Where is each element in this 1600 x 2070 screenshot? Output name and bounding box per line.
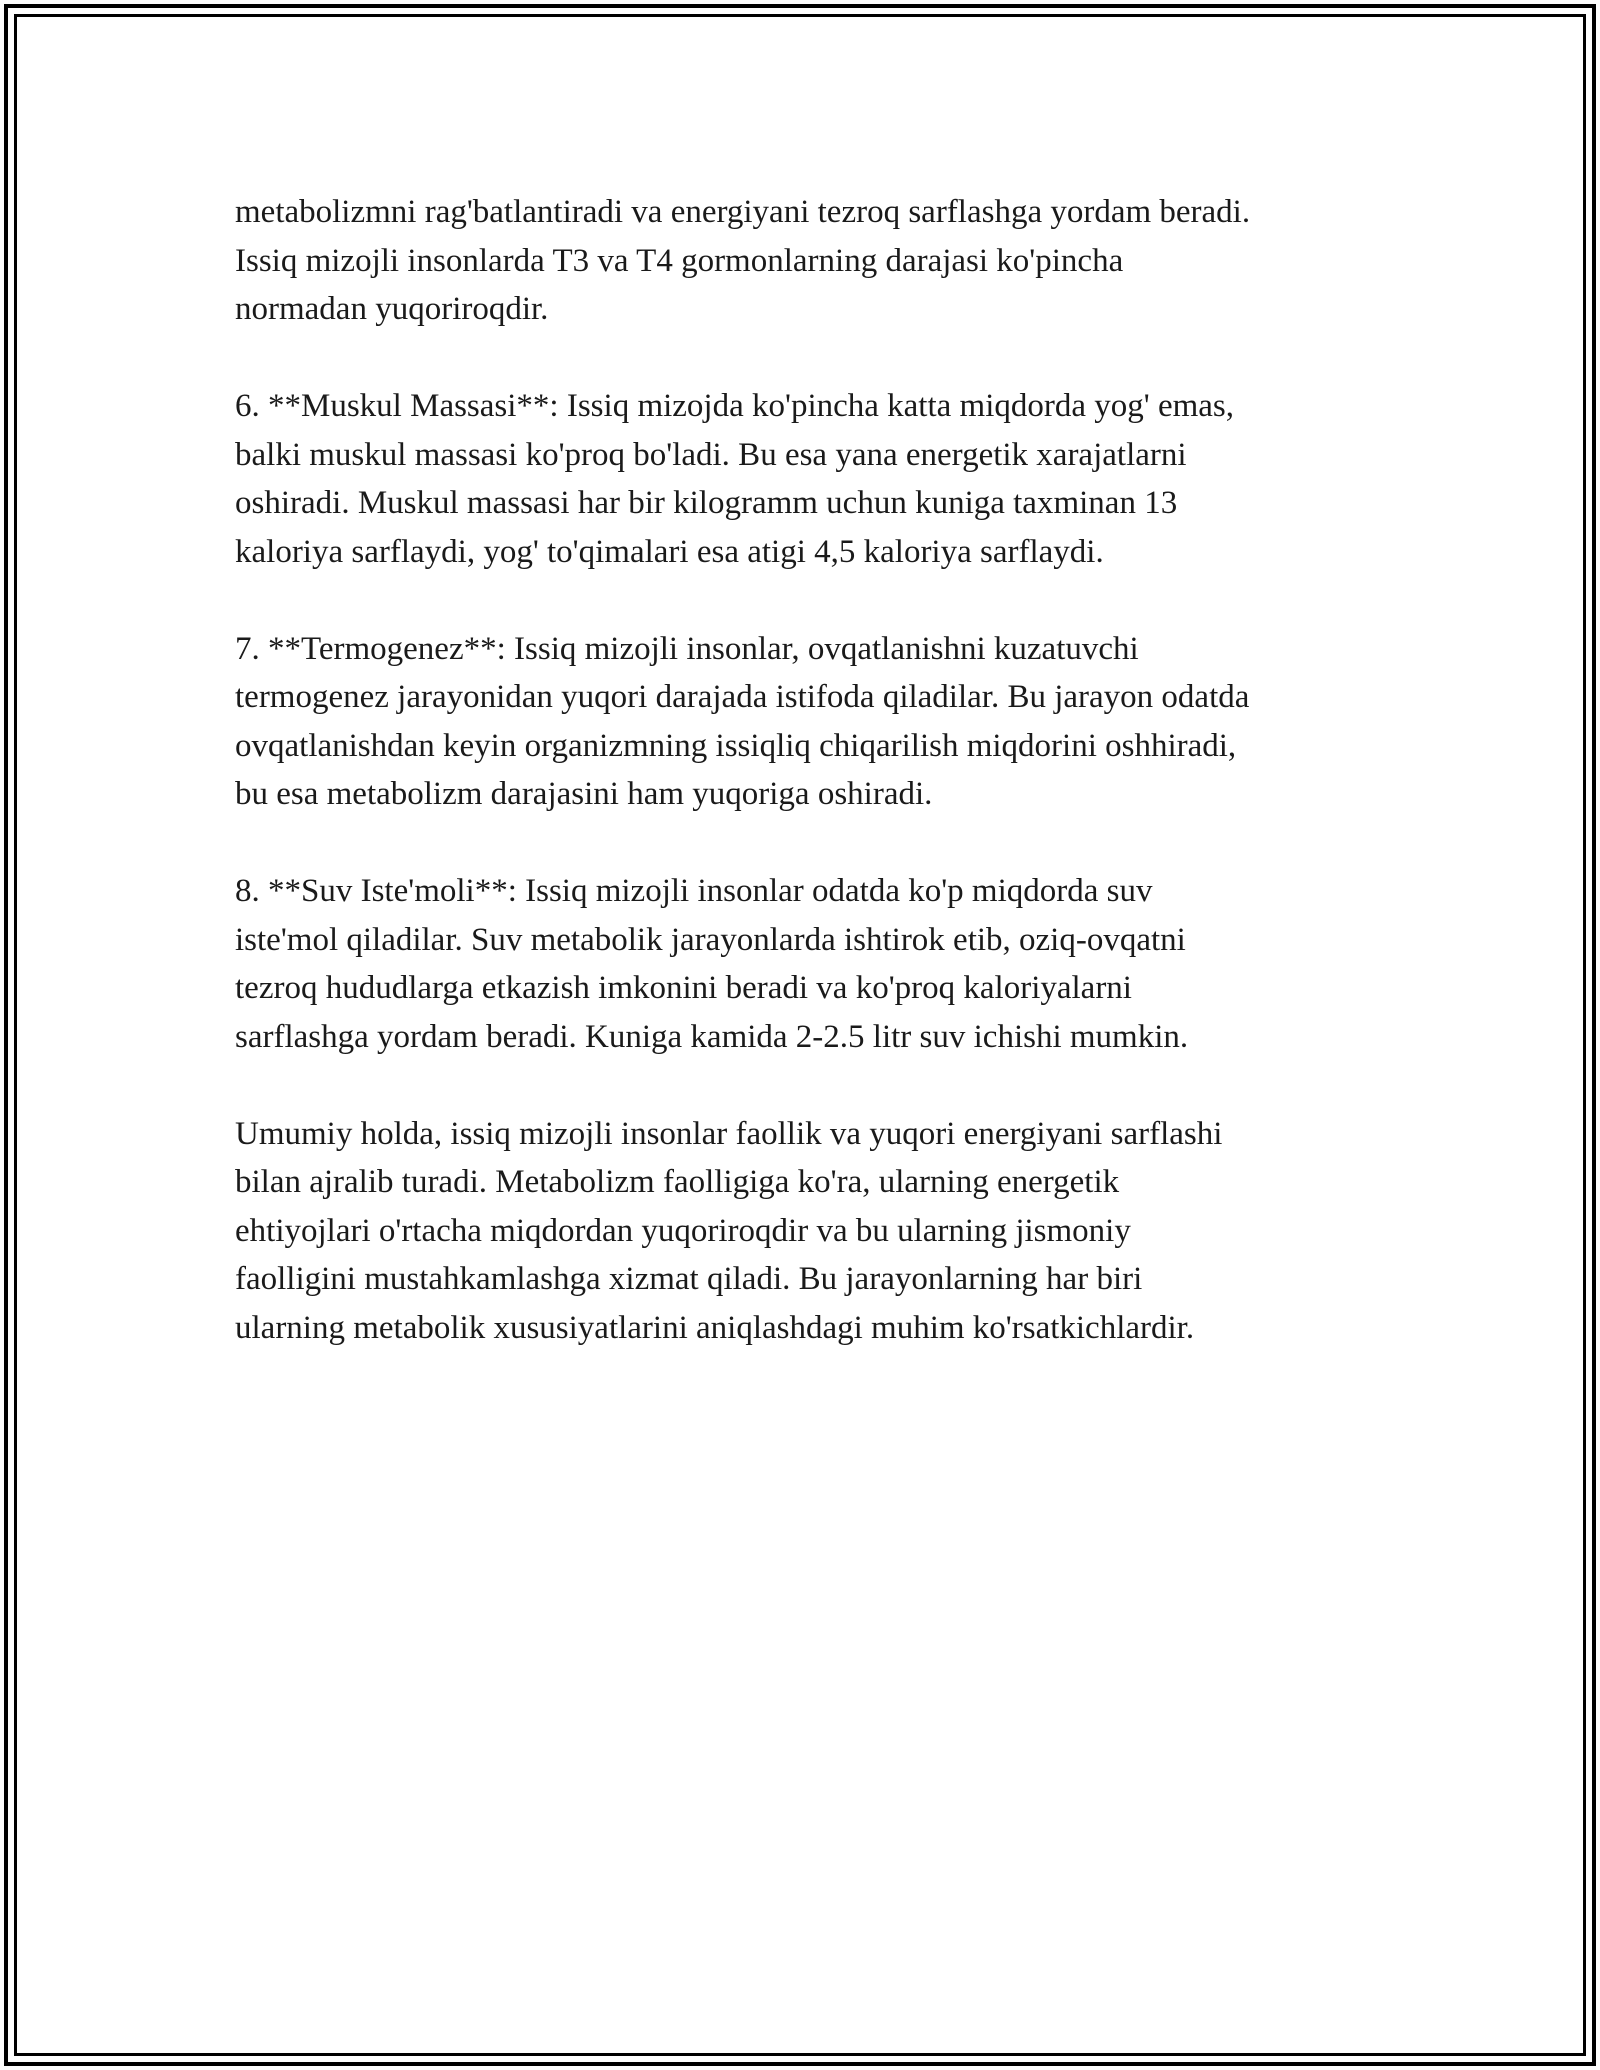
text-line: bu esa metabolizm darajasini ham yuqoriga oshiradi. <box>235 776 933 812</box>
document-body <box>235 188 1415 1401</box>
text-line: iste'mol qiladilar. Suv metabolik jarayonlarda ishtirok etib, oziq-ovqatni <box>235 921 1186 958</box>
text-line: faolligini mustahkamlashga xizmat qiladi. Bu jarayonlarning har biri <box>235 1261 1143 1297</box>
text-line: 6. **Muskul Massasi**: Issiq mizojda ko'pincha katta miqdorda yog' emas, <box>235 388 1235 424</box>
text-line: balki muskul massasi ko'proq bo'ladi. Bu esa yana energetik xarajatlarni <box>235 436 1187 473</box>
text-line: sarflashga yordam beradi. Kuniga kamida 2-2.5 litr suv ichishi mumkin. <box>235 1018 1189 1055</box>
text-line: Umumiy holda, issiq mizojli insonlar faollik va yuqori energiyani sarflashi <box>235 1115 1223 1152</box>
text-line: termogenez jarayonidan yuqori darajada istifoda qiladilar. Bu jarayon odatda <box>235 679 1250 715</box>
text-line: Issiq mizojli insonlarda T3 va T4 gormonlarning darajasi ko'pincha <box>235 242 1124 279</box>
text-line: tezroq hududlarga etkazish imkonini beradi va ko'proq kaloriyalarni <box>235 970 1132 1006</box>
paragraph-termogenez <box>235 625 1415 819</box>
text-line: 8. **Suv Iste'moli**: Issiq mizojli insonlar odatda ko'p miqdorda suv <box>235 873 1153 909</box>
text-line: ehtiyojlari o'rtacha miqdordan yuqoriroqdir va bu ularning jismoniy <box>235 1212 1131 1249</box>
text-line: metabolizmni rag'batlantiradi va energiyani tezroq sarflashga yordam beradi. <box>235 194 1251 230</box>
text-line: ularning metabolik xususiyatlarini aniqlashdagi muhim ko'rsatkichlardir. <box>235 1309 1195 1346</box>
paragraph-muskul-massasi <box>235 382 1415 576</box>
text-line: ovqatlanishdan keyin organizmning issiqliq chiqarilish miqdorini oshhiradi, <box>235 727 1237 764</box>
text-line: kaloriya sarflaydi, yog' to'qimalari esa atigi 4,5 kaloriya sarflaydi. <box>235 533 1104 570</box>
paragraph-metabolism-continuation <box>235 188 1415 334</box>
paragraph-suv-istemoli <box>235 867 1415 1061</box>
paragraph-conclusion <box>235 1110 1415 1353</box>
text-line: normadan yuqoriroqdir. <box>235 291 549 327</box>
text-line: oshiradi. Muskul massasi har bir kilogramm uchun kuniga taxminan 13 <box>235 485 1178 521</box>
text-line: 7. **Termogenez**: Issiq mizojli insonlar, ovqatlanishni kuzatuvchi <box>235 630 1139 667</box>
text-line: bilan ajralib turadi. Metabolizm faolligiga ko'ra, ularning energetik <box>235 1164 1120 1200</box>
